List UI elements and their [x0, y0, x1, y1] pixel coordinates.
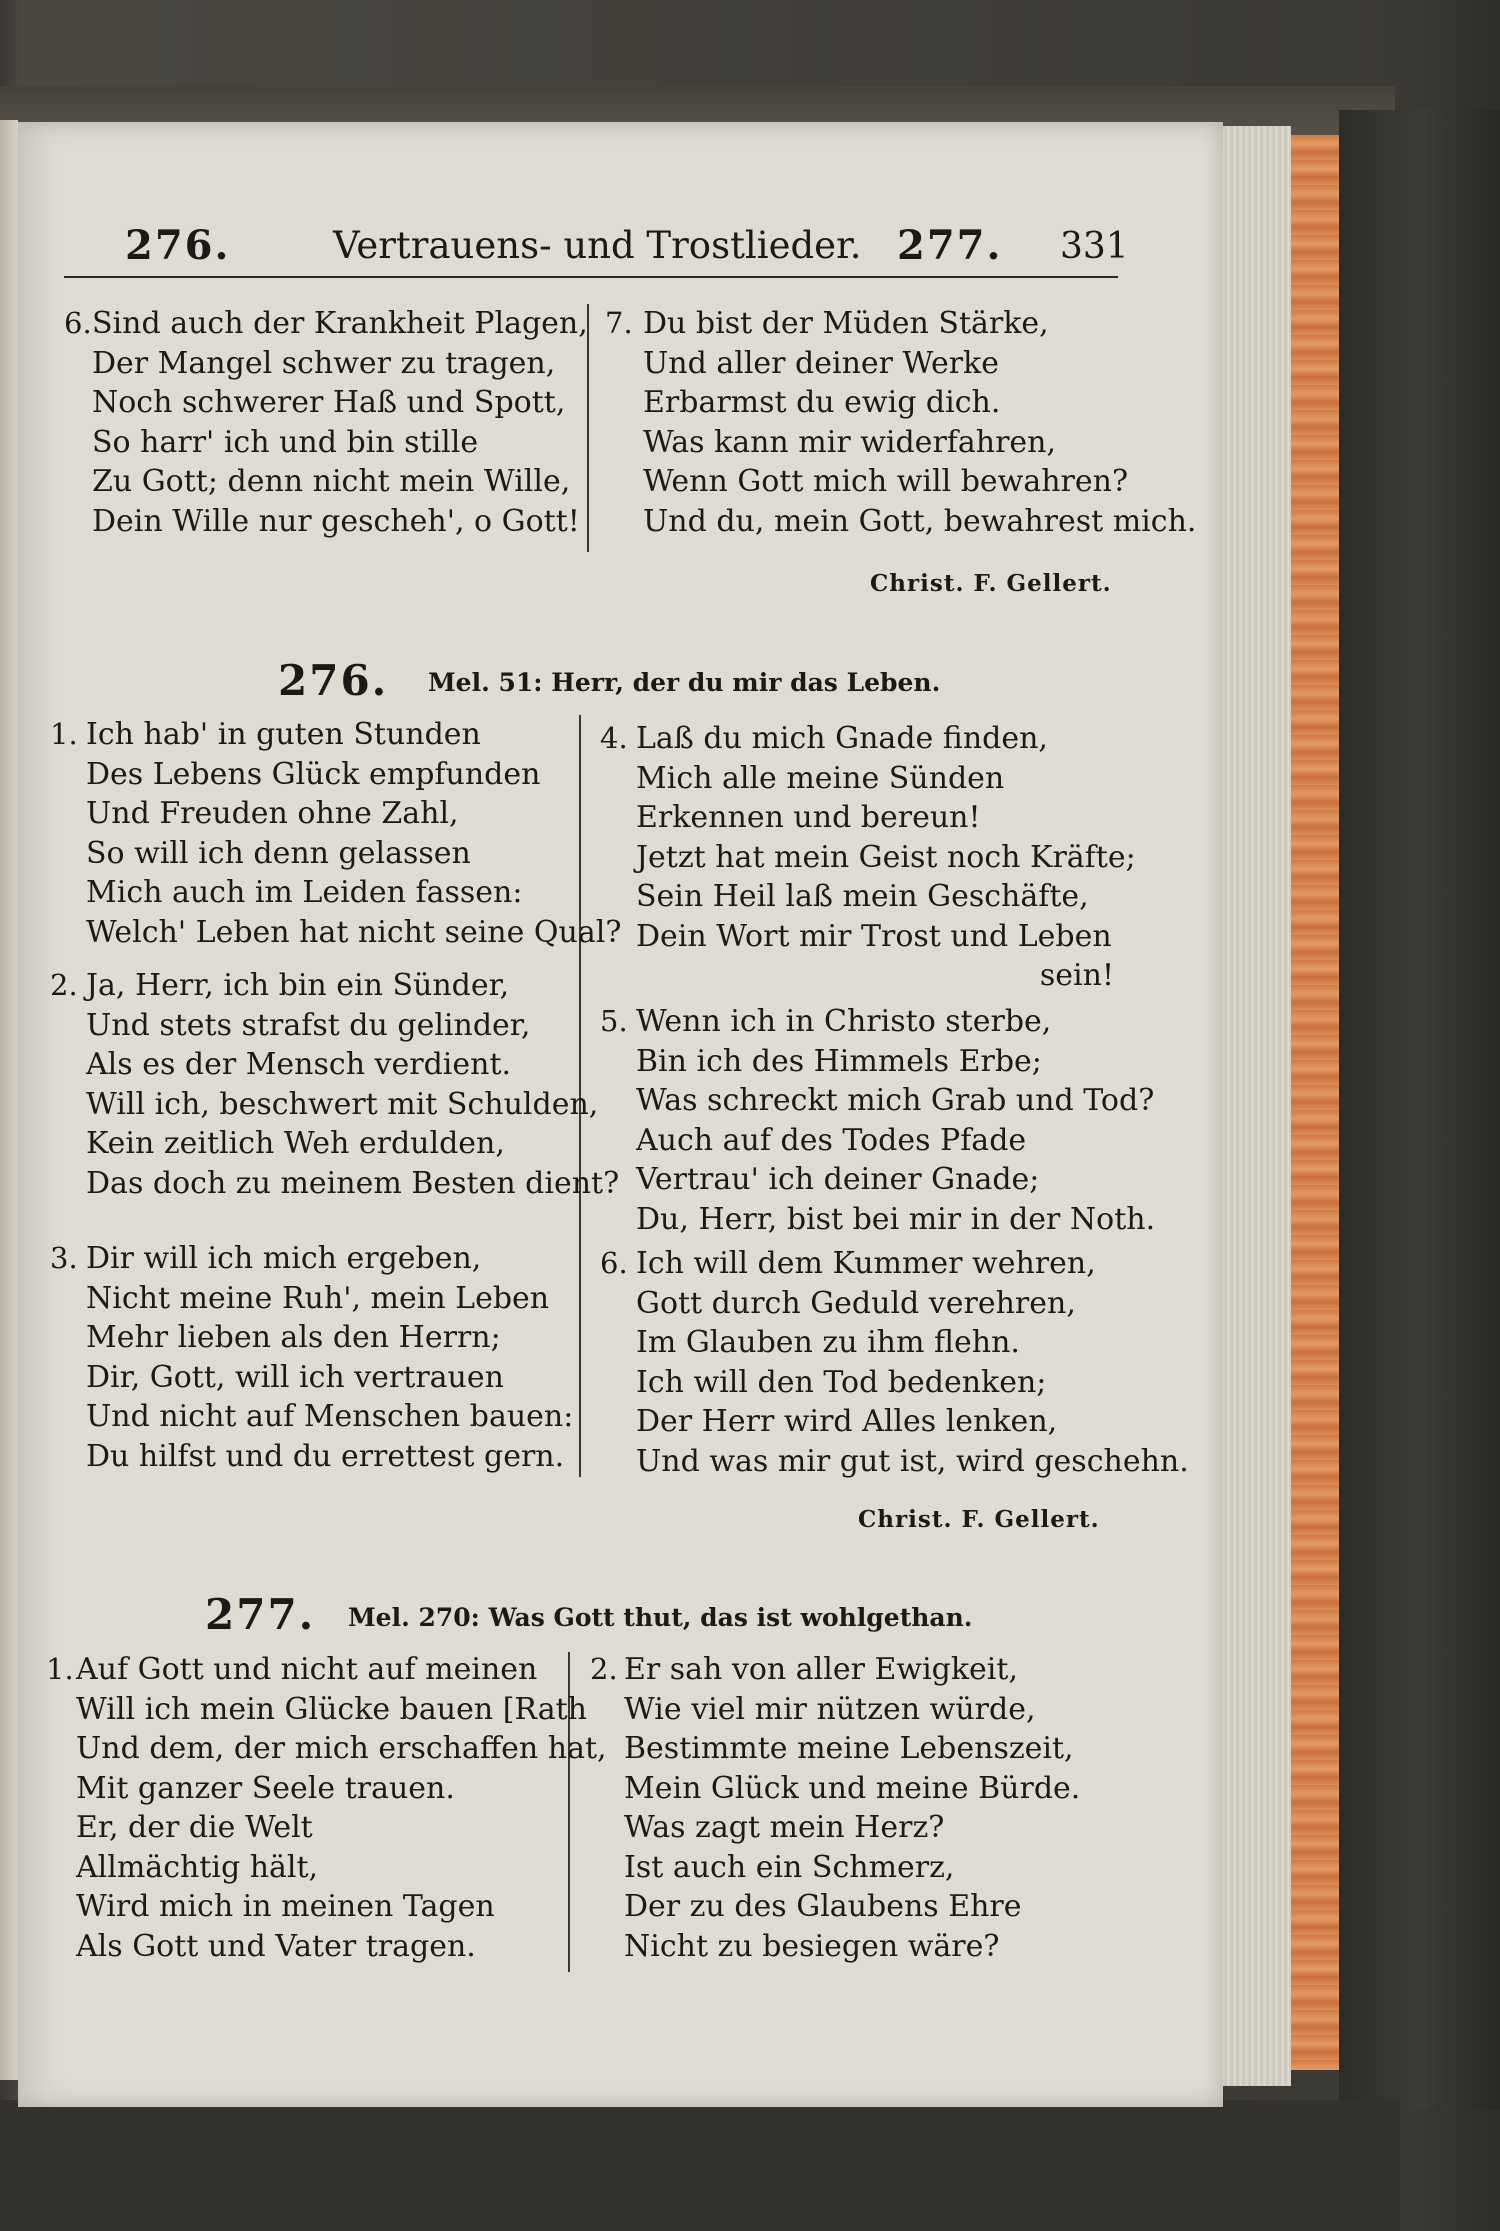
verse-line: Kein zeitlich Weh erdulden,: [86, 1126, 505, 1161]
verse-line: Mich alle meine Sünden: [636, 760, 1005, 796]
verse-line: Du bist der Müden Stärke,: [643, 306, 1049, 341]
verse-line: So harr' ich und bin stille: [92, 424, 479, 460]
hymn-number: 276.: [278, 656, 389, 705]
verse-line: Der zu des Glaubens Ehre: [624, 1889, 1022, 1924]
verse-line: Was schreckt mich Grab und Tod?: [636, 1083, 1155, 1118]
verse-line: Und du, mein Gott, bewahrest mich.: [643, 503, 1197, 539]
verse-line: Du hilfst und du errettest gern.: [86, 1438, 565, 1474]
verse-line: Mit ganzer Seele trauen.: [76, 1770, 455, 1806]
verse-line: Erkennen und bereun!: [636, 800, 981, 835]
header-hymn-start: 276.: [125, 222, 231, 269]
verse-line: Ich will den Tod bedenken;: [636, 1364, 1047, 1400]
verse-line: Und was mir gut ist, wird geschehn.: [636, 1443, 1189, 1479]
verse-line: Noch schwerer Haß und Spott,: [92, 385, 566, 420]
hymn-number: 277.: [205, 1590, 316, 1639]
verse-line: Gott durch Geduld verehren,: [636, 1285, 1076, 1321]
verse-line: Sind auch der Krankheit Plagen,: [92, 306, 588, 341]
header-rule: [64, 276, 1118, 278]
verse-line: Wenn Gott mich will bewahren?: [643, 464, 1129, 499]
verse-line: Will ich mein Glücke bauen [Rath: [76, 1691, 587, 1727]
verse-line: Er sah von aller Ewigkeit,: [624, 1652, 1018, 1687]
page-stack-edge: [1223, 126, 1291, 2086]
verse-line: Auch auf des Todes Pfade: [636, 1122, 1027, 1158]
melody-reference: Mel. 51: Herr, der du mir das Leben.: [428, 668, 941, 697]
verse-line: Auf Gott und nicht auf meinen: [76, 1652, 538, 1687]
verse-line: Wenn ich in Christo sterbe,: [636, 1004, 1052, 1039]
verse-line: Vertrau' ich deiner Gnade;: [636, 1162, 1040, 1197]
verse-line: Dir will ich mich ergeben,: [86, 1241, 482, 1276]
author-credit: Christ. F. Gellert.: [870, 570, 1112, 597]
verse-line: Wie viel mir nützen würde,: [624, 1691, 1036, 1727]
verse-line: Ich hab' in guten Stunden: [86, 717, 481, 752]
verse-line: Jetzt hat mein Geist noch Kräfte;: [636, 839, 1136, 875]
bottom-cover: [0, 2100, 1400, 2231]
header-hymn-end: 277.: [897, 222, 1003, 269]
verse-line: Er, der die Welt: [76, 1810, 313, 1845]
verse-line: Sein Heil laß mein Geschäfte,: [636, 879, 1089, 914]
verse-line: Bin ich des Himmels Erbe;: [636, 1043, 1042, 1079]
verse-line: Und nicht auf Menschen bauen:: [86, 1399, 574, 1434]
verse-line: Und aller deiner Werke: [643, 345, 999, 381]
verse-number: 7.: [605, 306, 633, 340]
verse-line: Welch' Leben hat nicht seine Qual?: [86, 914, 622, 950]
verse-line: Als es der Mensch verdient.: [86, 1047, 512, 1082]
melody-reference: Mel. 270: Was Gott thut, das ist wohlgethan.: [348, 1603, 973, 1632]
verse-line: Nicht meine Ruh', mein Leben: [86, 1280, 550, 1316]
verse-line: Ja, Herr, ich bin ein Sünder,: [86, 968, 510, 1003]
verse-number: 6.: [64, 306, 92, 340]
header-title: Vertrauens- und Trostlieder.: [333, 224, 862, 267]
verse-line: Nicht zu besiegen wäre?: [624, 1928, 1000, 1964]
verse-line: Allmächtig hält,: [76, 1849, 319, 1885]
verse-line: Mein Glück und meine Bürde.: [624, 1770, 1081, 1806]
verse-line: Im Glauben zu ihm flehn.: [636, 1325, 1020, 1360]
verse-number: 2.: [50, 968, 78, 1002]
verse-line: Erbarmst du ewig dich.: [643, 385, 1001, 420]
verse-number: 6.: [600, 1246, 628, 1280]
verse-line: Und dem, der mich erschaffen hat,: [76, 1731, 607, 1766]
verse-number: 3.: [50, 1241, 78, 1275]
verse-line: Und Freuden ohne Zahl,: [86, 796, 459, 831]
verse-line: Das doch zu meinem Besten dient?: [86, 1165, 620, 1201]
verse-line: So will ich denn gelassen: [86, 835, 471, 871]
verse-line: Laß du mich Gnade finden,: [636, 721, 1048, 756]
verse-line: Der Herr wird Alles lenken,: [636, 1404, 1058, 1439]
verse-number: 4.: [600, 721, 628, 755]
verse-line: Du, Herr, bist bei mir in der Noth.: [636, 1201, 1156, 1237]
verse-line: Des Lebens Glück empfunden: [86, 756, 541, 792]
verse-line: Dir, Gott, will ich vertrauen: [86, 1359, 504, 1395]
verse-line: Dein Wille nur gescheh', o Gott!: [92, 503, 580, 539]
verse-line: Wird mich in meinen Tagen: [76, 1889, 495, 1924]
verse-number: 2.: [590, 1652, 618, 1686]
verse-line: Und stets strafst du gelinder,: [86, 1007, 531, 1043]
verse-line: Zu Gott; denn nicht mein Wille,: [92, 464, 571, 499]
page-number: 331: [1060, 226, 1129, 267]
verse-line-overflow: sein!: [1039, 958, 1114, 993]
book-spine: [1339, 110, 1500, 2110]
red-page-edges: [1291, 135, 1339, 2070]
facing-page-edge: [0, 120, 18, 2080]
verse-line: Mich auch im Leiden fassen:: [86, 875, 523, 910]
author-credit: Christ. F. Gellert.: [858, 1506, 1100, 1533]
verse-line: Ist auch ein Schmerz,: [624, 1849, 955, 1885]
verse-line: Mehr lieben als den Herrn;: [86, 1320, 501, 1355]
verse-line: Dein Wort mir Trost und Leben: [636, 918, 1112, 954]
verse-line: Will ich, beschwert mit Schulden,: [86, 1086, 599, 1122]
verse-line: Als Gott und Vater tragen.: [76, 1928, 476, 1964]
verse-number: 1.: [50, 717, 78, 751]
verse-line: Was kann mir widerfahren,: [643, 424, 1057, 460]
verse-number: 5.: [600, 1004, 628, 1038]
verse-line: Was zagt mein Herz?: [624, 1810, 945, 1845]
verse-line: Der Mangel schwer zu tragen,: [92, 345, 556, 381]
verse-line: Ich will dem Kummer wehren,: [636, 1246, 1096, 1281]
verse-line: Bestimmte meine Lebenszeit,: [624, 1731, 1074, 1766]
verse-number: 1.: [46, 1652, 74, 1686]
